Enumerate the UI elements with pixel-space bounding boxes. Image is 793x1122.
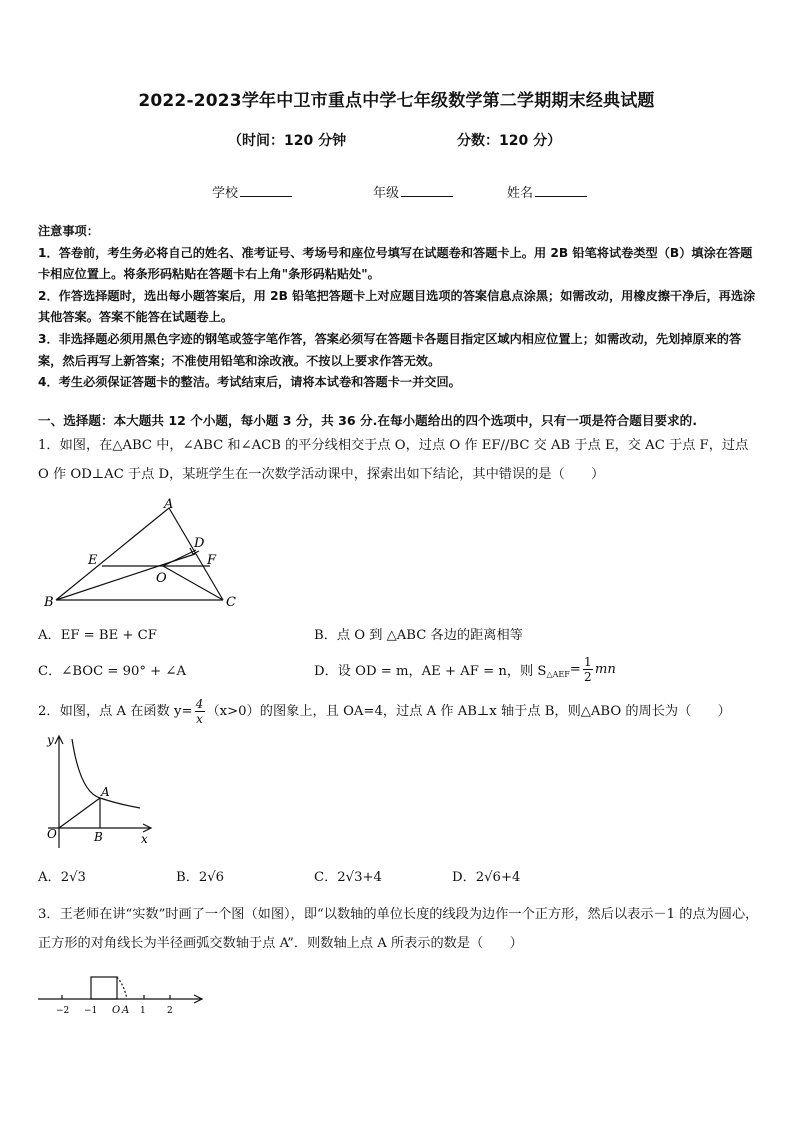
name-blank[interactable] (535, 184, 587, 197)
q2-option-a[interactable]: A．2√3 (38, 870, 86, 885)
notice-item-3: 3．非选择题必须用黑色字迹的钢笔或签字笔作答，答案必须写在答题卡各题目指定区域内相应位置上；如需改动，先划掉原来的答案，然后再写上新答案；不准使用铅笔和涂改液。不按以上要求作答无效。 (38, 331, 742, 368)
tick-label-minus-1: −1 (84, 1006, 98, 1016)
school-blank[interactable] (240, 184, 292, 197)
point-a-label: A (101, 785, 110, 799)
notice-item-1: 1．答卷前，考生务必将自己的姓名、准考证号、考场号和座位号填写在试题卷和答题卡上。用 2B 铅笔将试卷类型（B）填涂在答题卡相应位置上。将条形码粘贴在答题卡右上角"条形码粘贴处"。 (38, 245, 753, 282)
q1-option-d[interactable] (314, 652, 616, 686)
tick-label-2: 2 (167, 1006, 173, 1016)
exam-time: （时间：120 分钟 (228, 133, 347, 149)
point-b-label: B (94, 830, 103, 844)
name-label: 姓名 (507, 186, 534, 201)
page-title: 2022-2023学年中卫市重点中学七年级数学第二学期期末经典试题 (138, 91, 655, 111)
tick-label-1: 1 (140, 1006, 146, 1016)
grade-label: 年级 (373, 186, 400, 201)
label-d: D (194, 536, 205, 551)
number-line-figure (36, 970, 208, 1018)
fraction-denominator: 2 (584, 669, 592, 684)
school-field[interactable] (212, 182, 292, 201)
section-heading: 一、选择题：本大题共 12 个小题，每小题 3 分，共 36 分.在每小题给出的四个选项中，只有一项是符合题目要求的. (38, 413, 698, 428)
exam-score: 分数：120 分） (457, 133, 562, 149)
q1-option-a[interactable]: A．EF = BE + CF (38, 628, 157, 643)
hyperbola-figure (38, 732, 160, 850)
q2-text-a: 2．如图，点 A 在函数 y= (38, 703, 193, 719)
label-o: O (156, 571, 167, 586)
school-label: 学校 (212, 186, 239, 201)
name-field[interactable] (507, 182, 587, 201)
tick-label-origin: O (112, 1005, 121, 1016)
q2-fraction (195, 697, 205, 726)
q1-option-d-fraction (583, 655, 593, 684)
notice-item-4: 4．考生必须保证答题卡的整洁。考试结束后，请将本试卷和答题卡一并交回。 (38, 375, 461, 390)
q2-option-c[interactable]: C．2√3+4 (314, 870, 382, 885)
q1-option-d-prefix: D．设 OD = m，AE + AF = n，则 S (314, 663, 547, 679)
q2-fraction-numerator: 4 (195, 696, 204, 711)
label-a: A (164, 497, 174, 512)
notice-heading: 注意事项： (38, 224, 99, 238)
q2-text-b: （x>0）的图象上，且 OA=4，过点 A 作 AB⊥x 轴于点 B，则△ABO 的周长为（ ） (206, 703, 731, 719)
axis-label-y: y (47, 733, 54, 747)
q1-option-d-suffix: mn (594, 661, 616, 677)
q1-option-d-eq: = (569, 661, 581, 677)
notice-block (38, 221, 758, 394)
q2-option-d[interactable]: D．2√6+4 (452, 870, 521, 885)
label-b: B (44, 595, 54, 610)
question-1-text: 1．如图，在△ABC 中，∠ABC 和∠ACB 的平分线相交于点 O，过点 O 作 EF//BC 交 AB 于点 E，交 AC 于点 F，过点 O 作 OD⊥AC 于点 D，某班学生在一次数学活动课中，探索出如下结论，其中错误的是（ ） (38, 438, 749, 482)
tick-label-a: A (122, 1005, 130, 1016)
q2-fraction-denominator: x (196, 711, 203, 726)
notice-item-2: 2．作答选择题时，选出每小题答案后，用 2B 铅笔把答题卡上对应题目选项的答案信息点涂黑；如需改动，用橡皮擦干净后，再选涂其他答案。答案不能答在试题卷上。 (38, 288, 756, 325)
triangle-figure (36, 496, 246, 612)
q1-option-c[interactable]: C．∠BOC = 90° + ∠A (38, 664, 186, 679)
q2-option-b[interactable]: B．2√6 (176, 870, 225, 885)
grade-blank[interactable] (401, 184, 453, 197)
question-2-text (38, 694, 760, 728)
axis-label-x: x (141, 832, 148, 846)
label-e: E (88, 553, 98, 568)
tick-label-minus-2: −2 (56, 1006, 70, 1016)
fraction-numerator: 1 (584, 654, 592, 669)
label-c: C (226, 595, 236, 610)
grade-field[interactable] (373, 182, 453, 201)
origin-label: O (47, 827, 57, 841)
label-f: F (207, 553, 217, 568)
q1-option-b[interactable]: B．点 O 到 △ABC 各边的距离相等 (314, 628, 523, 643)
q1-option-d-sub: △AEF (546, 669, 570, 679)
question-3-text: 3．王老师在讲“实数”时画了一个图（如图），即“以数轴的单位长度的线段为边作一个正方形，然后以表示－1 的点为圆心，正方形的对角线长为半径画弧交数轴于点 A”．则数轴上点 A 所表示的数是（ ） (38, 907, 759, 951)
